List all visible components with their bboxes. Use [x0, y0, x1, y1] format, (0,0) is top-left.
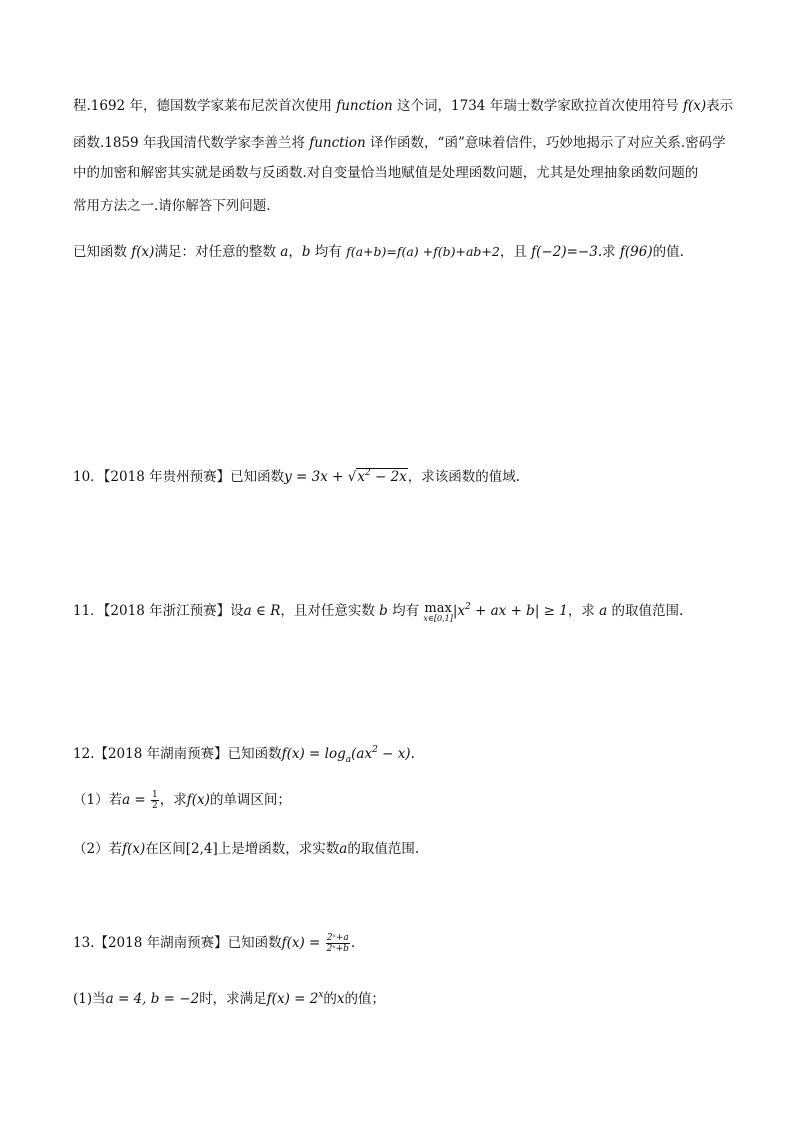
fraction: [326, 933, 350, 954]
intro-text: 这个词，1734 年瑞士数学家欧拉首次使用符号: [392, 98, 683, 114]
q12-text: .: [410, 746, 415, 762]
question-11: [73, 597, 683, 624]
q12-math: f(x): [186, 792, 210, 808]
q13-text: 的: [323, 991, 337, 1007]
q11-math: + ax + b| ≥ 1: [470, 603, 568, 619]
q13-text: 的值；: [344, 991, 386, 1007]
q13-text: 时，求满足: [199, 991, 267, 1007]
q12-text: 12.【2018 年湖南预赛】已知函数: [73, 746, 282, 762]
intro-text: 程.1692 年，德国数学家莱布尼茨首次使用: [73, 98, 337, 114]
q11-text: ，且对任意实数: [280, 603, 380, 619]
q10-formula: y = 3x +: [284, 469, 348, 485]
radicand-x: x: [357, 469, 365, 485]
q9-math: b: [301, 244, 311, 260]
q9-math: f(−2)=−3: [531, 244, 598, 260]
q9-text: ，且: [499, 244, 532, 260]
q13-text: 13.【2018 年湖南预赛】已知函数: [73, 935, 282, 951]
q12-math: a =: [122, 792, 151, 808]
q12-text: 在区间[2,4]上是增函数，求实数: [145, 841, 340, 857]
function-word: function: [336, 98, 393, 114]
q10-text: ，求该函数的值域.: [407, 469, 521, 485]
fraction-denominator: 2ˣ+b: [326, 944, 349, 954]
max-subscript: x∈[0,1]: [423, 614, 453, 623]
q11-math: a: [599, 603, 608, 619]
intro-text: 译作函数，“函”意味着信件，巧妙地揭示了对应关系.密码学: [365, 135, 726, 151]
part-label: （2）若: [73, 841, 123, 857]
q13-math: f(x) =: [281, 935, 325, 951]
q12-math: − x): [377, 746, 411, 762]
q11-text: 的取值范围.: [607, 603, 684, 619]
intro-line-2: [73, 133, 726, 153]
intro-text: 函数.1859 年我国清代数学家李善兰将: [73, 135, 310, 151]
q11-exponent: 2: [465, 602, 471, 612]
fx-symbol: f(x): [682, 98, 707, 114]
q11-math: |x: [452, 603, 465, 619]
max-operator: [423, 601, 453, 624]
q9-math: f(x): [131, 244, 155, 260]
question-9: [73, 242, 684, 262]
q9-text: 均有: [310, 244, 347, 260]
question-13-part-1: [73, 985, 385, 1009]
function-word: function: [309, 135, 366, 151]
sqrt-radicand: [356, 468, 407, 485]
q11-text: ，求: [567, 603, 600, 619]
q9-text: ，: [288, 244, 302, 260]
q10-text: 10．【2018 年贵州预赛】已知函数: [73, 469, 285, 485]
question-12-part-2: [73, 839, 419, 859]
q13-text: .: [350, 935, 356, 951]
q11-math: b: [379, 603, 388, 619]
q12-math: f(x) = log: [281, 746, 346, 762]
intro-line-3: 中的加密和解密其实就是函数与反函数.对自变量恰当地赋值是处理函数问题，尤其是处理抽象函数问题的: [73, 165, 699, 181]
q11-math: a ∈ R: [243, 603, 281, 619]
q9-math: f(96): [619, 244, 653, 260]
q13-math: a = 4, b = −2: [105, 991, 200, 1007]
fraction: [151, 790, 159, 811]
part-label: (1)当: [73, 991, 106, 1007]
q9-text: 满足：对任意的整数: [154, 244, 281, 260]
intro-line-4: 常用方法之一.请你解答下列问题.: [73, 198, 271, 214]
question-10: [73, 463, 520, 487]
log-base: a: [345, 755, 352, 765]
q12-math: a: [339, 841, 348, 857]
q13-exponent: x: [318, 990, 324, 1000]
sqrt-sign: √: [347, 469, 357, 485]
question-13: [73, 933, 355, 954]
radicand-exponent: 2: [364, 468, 371, 478]
fraction-numerator: 2ˣ+a: [326, 933, 349, 943]
max-text: max: [424, 601, 452, 616]
fraction-numerator: 1: [152, 790, 158, 800]
q9-text: 的值.: [652, 244, 684, 260]
q11-text: 均有: [387, 603, 420, 619]
q11-text: 11．【2018 年浙江预赛】设: [73, 603, 244, 619]
q12-text: ，求: [159, 792, 187, 808]
part-label: （1）若: [73, 792, 123, 808]
question-12-part-1: [73, 790, 291, 811]
radicand-rest: − 2x: [370, 469, 407, 485]
q9-math: f(a+b)=f(a) +f(b)+ab+2: [346, 244, 500, 259]
q12-math: f(x): [122, 841, 146, 857]
intro-text: 表示: [706, 98, 734, 114]
question-12: [73, 740, 415, 770]
q9-text: .求: [597, 244, 620, 260]
q12-exponent: 2: [372, 745, 378, 755]
q12-text: 的取值范围.: [347, 841, 420, 857]
q13-math: f(x) = 2: [266, 991, 319, 1007]
q9-text: 已知函数: [73, 244, 132, 260]
intro-line-1: [73, 96, 733, 116]
fraction-denominator: 2: [152, 801, 158, 811]
q12-text: 的单调区间；: [209, 792, 291, 808]
q13-math: x: [336, 991, 345, 1007]
q12-math: (ax: [351, 746, 373, 762]
q9-math: a: [280, 244, 289, 260]
